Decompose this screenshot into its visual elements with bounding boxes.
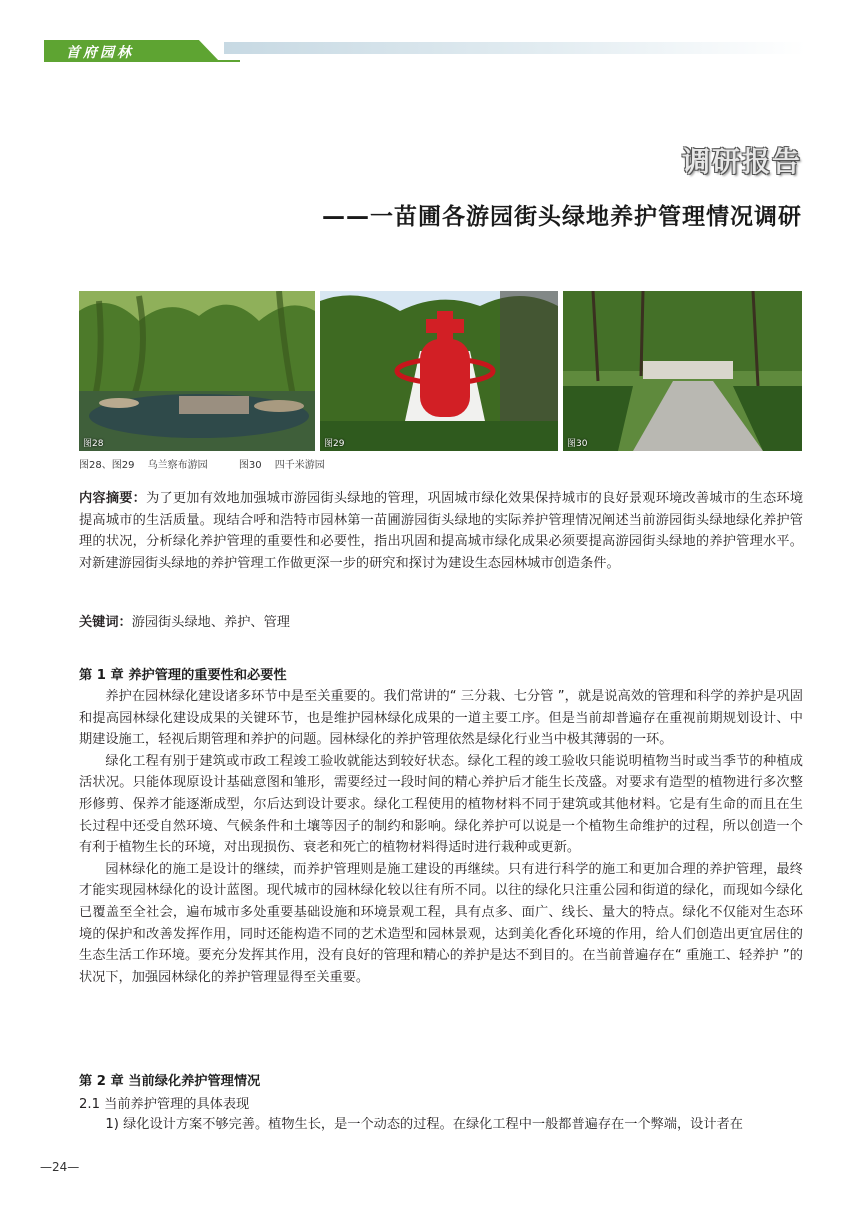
photo-willow-pond	[79, 291, 315, 451]
chapter-1-paragraph-3: 园林绿化的施工是设计的继续，而养护管理则是施工建设的再继续。只有进行科学的施工和更加合理的养护管理，最终才能实现园林绿化的设计蓝图。现代城市的园林绿化较以往有所不同。以往的绿化只注重公园和街道的绿化，而现如今绿化已覆盖至全社会，遍布城市多处重要基础设施和环境景观工程，具有点多、面广、线长、量大的特点。绿化不仅能对生态环境的保护和改善发挥作用，同时还能构造不同的艺术造型和园林景观，达到美化香化环境的作用，给人们创造出更宜居住的生态生活工作环境。要充分发挥其作用，没有良好的管理和精心的养护是达不到目的。在当前普遍存在“ 重施工、轻养护 ”的状况下，加强园林绿化的养护管理显得至关重要。	[79, 861, 803, 985]
caption-park-1: 乌兰察布游园	[147, 460, 208, 471]
abstract	[79, 488, 803, 574]
chapter-2-heading: 第 2 章 当前绿化养护管理情况	[79, 1074, 261, 1089]
keywords-label: 关键词：	[79, 615, 132, 630]
header-title: 首府园林	[66, 45, 134, 61]
chapter-1-paragraph-1: 养护在园林绿化建设诸多环节中是至关重要的。我们常讲的“ 三分栽、七分管 ”，就是说高效的管理和科学的养护是巩固和提高园林绿化建设成果的关键环节，也是维护园林绿化成果的一道主要工序。但是当前却普遍存在重视前期规划设计、中期建设施工，轻视后期管理和养护的问题。园林绿化的养护管理依然是绿化行业当中极其薄弱的一环。	[79, 689, 803, 748]
chapter-1-body	[79, 686, 803, 988]
photo-red-sculpture	[320, 291, 558, 451]
chapter-2-paragraph-1: 1) 绿化设计方案不够完善。植物生长，是一个动态的过程。在绿化工程中一般都普遍存在一个弊端，设计者在	[105, 1117, 743, 1132]
page-subtitle: ——一苗圃各游园街头绿地养护管理情况调研	[322, 204, 802, 230]
keywords-text: 游园街头绿地、养护、管理	[131, 615, 290, 630]
page-number: —24—	[40, 1160, 80, 1174]
chapter-1-heading: 第 1 章 养护管理的重要性和必要性	[79, 668, 287, 683]
caption-figure-30: 图30	[238, 460, 262, 471]
section-2-1-heading: 2.1 当前养护管理的具体表现	[79, 1097, 250, 1112]
caption-figures-28-29: 图28、图29	[79, 460, 135, 471]
header-banner	[44, 40, 806, 66]
chapter-1-paragraph-2: 绿化工程有别于建筑或市政工程竣工验收就能达到较好状态。绿化工程的竣工验收只能说明植物当时或当季节的种植成活状况。只能体现原设计基础意图和雏形，需要经过一段时间的精心养护后才能生长茂盛。对要求有造型的植物进行多次整形修剪、保养才能逐渐成型，尔后达到设计要求。绿化工程使用的植物材料不同于建筑或其他材料。它是有生命的而且在生长过程中还受自然环境、气候条件和土壤等因子的制约和影响。绿化养护可以说是一个植物生命维护的过程，所以创造一个有利于植物生长的环境，对出现损伤、衰老和死亡的植物材料得适时进行栽种或更新。	[79, 753, 803, 856]
caption-park-2: 四千米游园	[274, 460, 325, 471]
photo-label: 图29	[324, 439, 345, 449]
abstract-text: 为了更加有效地加强城市游园街头绿地的管理，巩固城市绿化效果保持城市的良好景观环境改善城市的生态环境提高城市的生活质量。现结合呼和浩特市园林第一苗圃游园街头绿地的实际养护管理情况阐述当前游园街头绿地绿化养护管理的状况，分析绿化养护管理的重要性和必要性，指出巩固和提高城市绿化成果必须要提高游园街头绿地的养护管理水平。对新建游园街头绿地的养护管理工作做更深一步的研究和探讨为建设生态园林城市创造条件。	[79, 491, 804, 571]
keywords	[79, 612, 803, 634]
chapter-2-body	[79, 1114, 803, 1136]
header-gradient-bar	[224, 42, 806, 54]
photo-label: 图28	[83, 439, 104, 449]
page-title: 调研报告	[681, 145, 802, 178]
photo-caption	[79, 456, 335, 471]
photo-garden-path	[563, 291, 802, 451]
abstract-label: 内容摘要：	[79, 491, 147, 506]
photo-label: 图30	[567, 439, 588, 449]
